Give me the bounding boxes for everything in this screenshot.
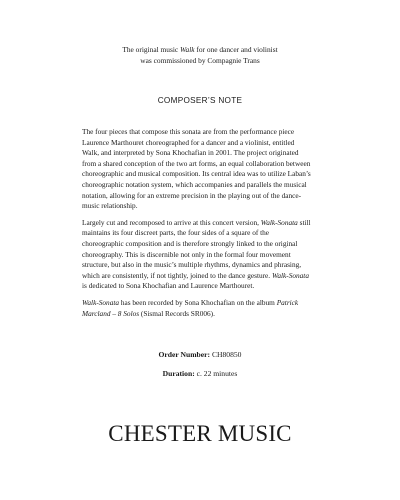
publisher-name: CHESTER MUSIC (108, 421, 292, 446)
work-title: Walk-Sonata (271, 270, 309, 280)
paragraph-3: Walk-Sonata has been recorded by Sona Khochafian on the album Patrick Marcland – 8 Solos (Sismal Records SR006). (82, 297, 299, 318)
duration: Duration: c. 22 minutes (162, 369, 238, 378)
commission-line-2: was commissioned by Compagnie Trans (140, 56, 260, 65)
work-title: Walk-Sonata (260, 217, 298, 227)
work-title: Walk-Sonata (82, 297, 120, 307)
paragraph-1: The four pieces that compose this sonata are from the performance piece Laurence Marthouret choreographed for a dancer and a violinist, entitled Walk, and interpreted by Sona Khochafian in 2001. The project originated from a shared conception of the two art forms, an equal collaboration between choreographic and musical composition. Its central idea was to utilize Laban’s choreographic notation system, which accompanies and parallels the musical notation, allowing for an extreme precision in the playing out of the dance- music relationship. (82, 127, 311, 211)
album-title: Patrick (276, 297, 299, 307)
album-title: Marcland – 8 Solos (82, 308, 140, 318)
composers-note-heading: COMPOSER’S NOTE (157, 96, 243, 105)
work-title: Walk (180, 45, 195, 54)
publication-details (0, 345, 400, 383)
order-number: Order Number: CH80850 (158, 350, 242, 359)
composers-note-body (82, 127, 330, 325)
commission-notice (0, 44, 400, 66)
paragraph-2: Largely cut and recomposed to arrive at this concert version, Walk-Sonata still maintains its four discreet parts, the four sides of a square of the choreographic composition and is therefore strongly linked to the original choreography. This is discernible not only in the formal four movement structure, but also in the music’s multiple rhythms, dynamics and phrasing, which are consistently, if not tightly, joined to the dance gesture. Walk-Sonata is dedicated to Sona Khochafian and Laurence Marthouret. (82, 217, 311, 291)
commission-line-1: The original music Walk for one dancer and violinist (122, 45, 278, 54)
